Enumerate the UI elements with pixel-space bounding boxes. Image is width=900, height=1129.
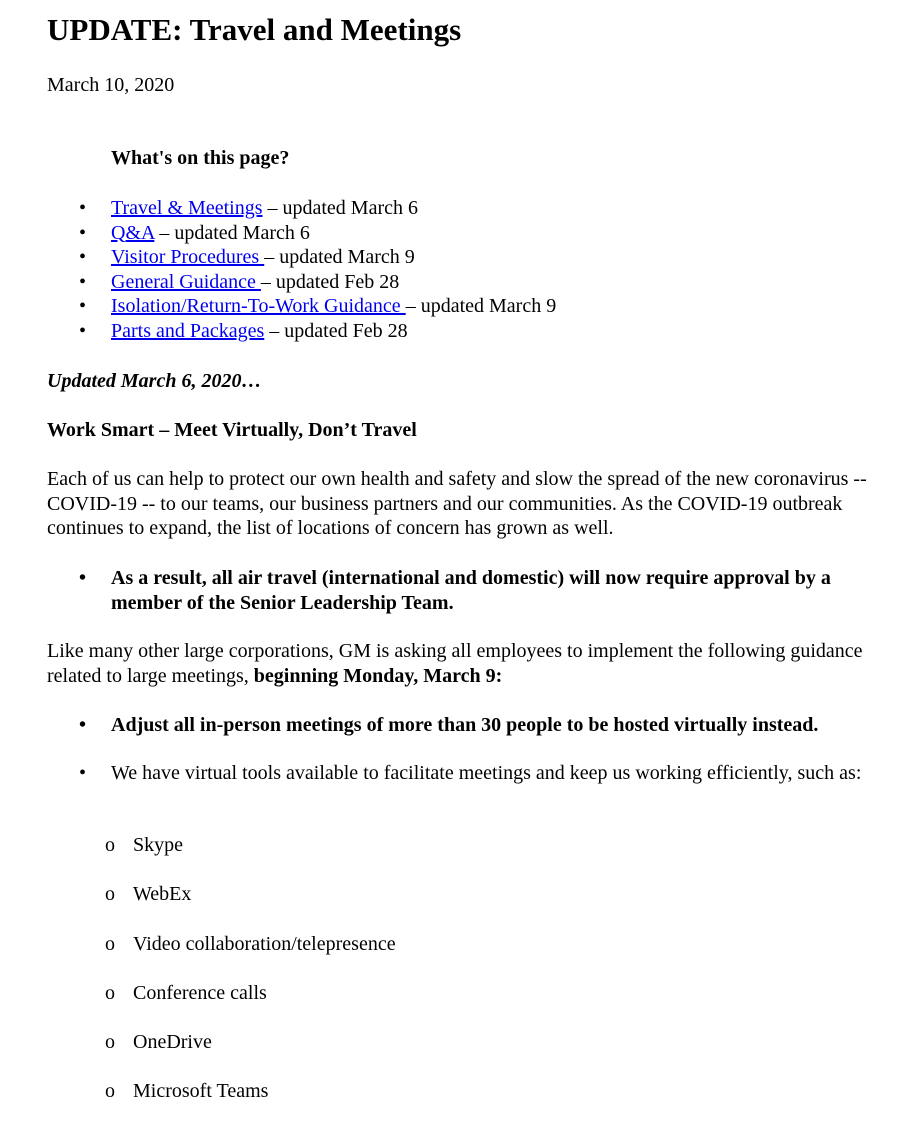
tool-label: Video collaboration/telepresence bbox=[133, 932, 396, 955]
air-travel-bullet bbox=[47, 566, 877, 615]
sub-bullet-marker: o bbox=[105, 1080, 115, 1103]
tool-label: OneDrive bbox=[133, 1031, 212, 1054]
toc-item-travel-meetings bbox=[47, 196, 556, 221]
sub-bullet-marker: o bbox=[105, 1031, 115, 1054]
tool-item-video-collaboration bbox=[105, 932, 396, 981]
tool-item-conference-calls bbox=[105, 981, 396, 1030]
intro-paragraph: Each of us can help to protect our own health and safety and slow the spread of the new coronavirus -- COVID-19 -- to our teams, our business partners and our communities. As the COVID-19 outbreak continues to expand, the list of locations of concern has grown as well. bbox=[47, 468, 867, 539]
meetings-intro-text: Like many other large corporations, GM is asking all employees to implement the following guidance related to large meetings, bbox=[47, 640, 863, 687]
toc-link-general-guidance[interactable]: General Guidance bbox=[111, 270, 261, 293]
bullet-marker: • bbox=[79, 246, 87, 268]
sub-bullet-marker: o bbox=[105, 932, 115, 955]
tool-label: Skype bbox=[133, 834, 183, 856]
page-title: UPDATE: Travel and Meetings bbox=[47, 12, 462, 47]
toc-link-visitor-procedures[interactable]: Visitor Procedures bbox=[111, 246, 265, 268]
tool-item-microsoft-teams bbox=[105, 1079, 396, 1128]
bullet-marker: • bbox=[79, 197, 87, 219]
tool-item-webex bbox=[105, 882, 396, 931]
tool-item-skype bbox=[105, 833, 396, 882]
tool-label: WebEx bbox=[133, 883, 192, 906]
toc-list bbox=[47, 196, 556, 343]
virtual-tools-bullet bbox=[47, 761, 877, 786]
toc-item-visitor-procedures bbox=[47, 245, 556, 270]
updated-date-heading: Updated March 6, 2020… bbox=[47, 370, 262, 392]
bullet-marker: • bbox=[79, 221, 87, 244]
toc-item-status: – updated March 9 bbox=[264, 246, 415, 268]
toc-item-general-guidance bbox=[47, 270, 556, 295]
adjust-meetings-bullet bbox=[47, 713, 877, 738]
bullet-marker: • bbox=[79, 567, 87, 589]
bullet-marker: • bbox=[79, 319, 87, 342]
section-heading: Work Smart – Meet Virtually, Don’t Travel bbox=[47, 419, 417, 441]
toc-item-status: – updated Feb 28 bbox=[264, 319, 408, 342]
toc-item-status: – updated March 9 bbox=[405, 295, 557, 317]
meetings-intro-paragraph bbox=[47, 639, 877, 688]
meetings-start-date: beginning Monday, March 9: bbox=[253, 664, 503, 687]
virtual-tools-text: We have virtual tools available to facilitate meetings and keep us working efficiently, such as: bbox=[111, 762, 862, 784]
virtual-tools-list bbox=[105, 833, 396, 1129]
toc-item-status: – updated March 6 bbox=[154, 221, 310, 244]
toc-link-qa[interactable]: Q&A bbox=[111, 221, 155, 244]
toc-item-isolation-guidance bbox=[47, 294, 556, 319]
toc-heading: What's on this page? bbox=[111, 147, 290, 169]
toc-item-status: – updated March 6 bbox=[262, 197, 418, 219]
toc-item-qa bbox=[47, 221, 556, 246]
tool-label: Microsoft Teams bbox=[133, 1080, 269, 1103]
toc-link-isolation-guidance[interactable]: Isolation/Return-To-Work Guidance bbox=[111, 295, 406, 317]
toc-link-parts-packages[interactable]: Parts and Packages bbox=[111, 319, 265, 342]
tool-label: Conference calls bbox=[133, 981, 267, 1004]
sub-bullet-marker: o bbox=[105, 834, 115, 856]
sub-bullet-marker: o bbox=[105, 981, 115, 1004]
bullet-marker: • bbox=[79, 714, 87, 736]
toc-link-travel-meetings[interactable]: Travel & Meetings bbox=[111, 197, 263, 219]
toc-item-parts-packages bbox=[47, 319, 556, 344]
toc-item-status: – updated Feb 28 bbox=[260, 270, 400, 293]
bullet-marker: • bbox=[79, 270, 87, 293]
bullet-marker: • bbox=[79, 295, 87, 317]
bullet-marker: • bbox=[79, 762, 87, 784]
tool-item-onedrive bbox=[105, 1030, 396, 1079]
sub-bullet-marker: o bbox=[105, 883, 115, 906]
adjust-meetings-text: Adjust all in-person meetings of more than 30 people to be hosted virtually instead. bbox=[111, 714, 819, 736]
document-date: March 10, 2020 bbox=[47, 74, 175, 96]
air-travel-text: As a result, all air travel (international and domestic) will now require approval by a member of the Senior Leadership Team. bbox=[111, 567, 831, 614]
